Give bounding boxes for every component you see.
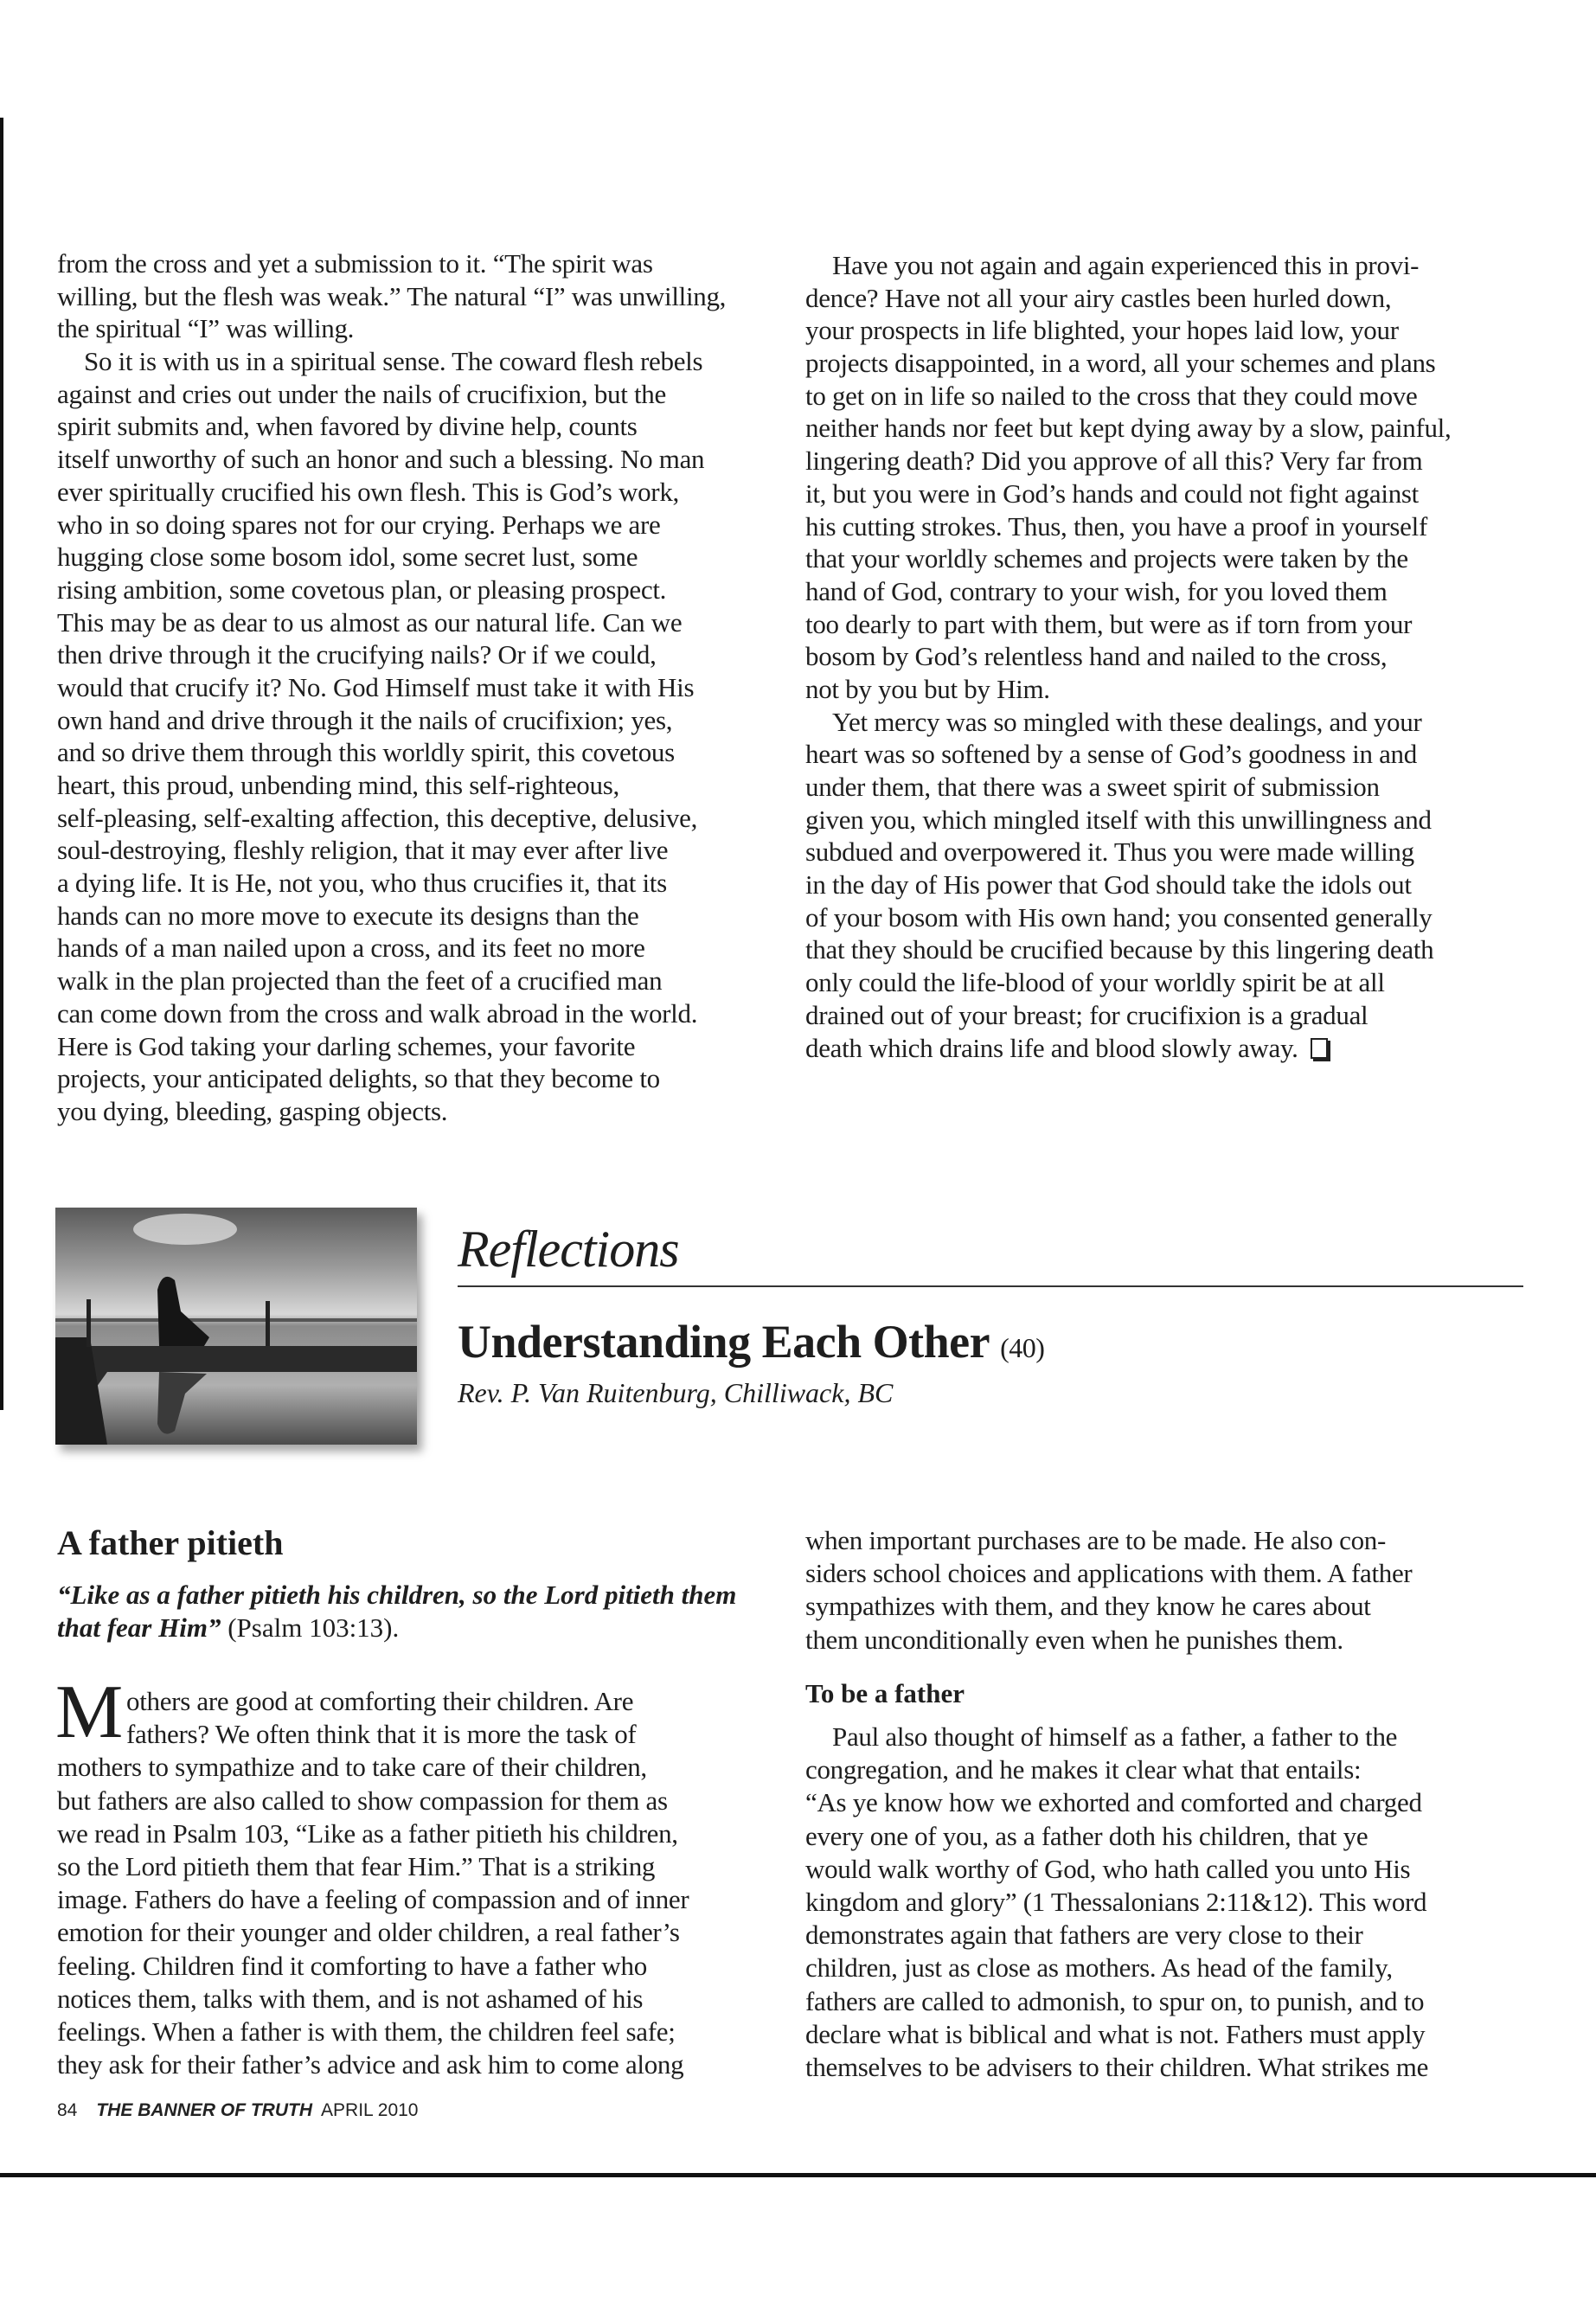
text-line: that your worldly schemes and projects were taken by the — [805, 543, 1408, 574]
text-line: projects, your anticipated delights, so that they become to — [57, 1063, 660, 1094]
text-line: can come down from the cross and walk abroad in the world. — [57, 997, 698, 1029]
column-top-right — [805, 249, 1549, 1064]
text-line: rising ambition, some covetous plan, or pleasing prospect. — [57, 574, 667, 605]
text-line: your prospects in life blighted, your hopes laid low, your — [805, 315, 1399, 346]
text-line: against and cries out under the nails of crucifixion, but the — [57, 378, 666, 409]
scripture-quote — [57, 1579, 775, 1644]
subheading-to-be-a-father: To be a father — [805, 1678, 965, 1708]
text-line: drained out of your breast; for crucifixion is a gradual — [805, 999, 1368, 1030]
text-line: in the day of His power that God should take the idols out — [805, 869, 1412, 901]
text-line: the spiritual “I” was willing. — [57, 313, 355, 344]
text-line: when important purchases are to be made. He also con- — [805, 1525, 1387, 1555]
text-line: congregation, and he makes it clear what that entails: — [805, 1754, 1362, 1785]
text-line: feeling. Children find it comforting to have a father who — [57, 1950, 647, 1981]
text-line: death which drains life and blood slowly away. — [805, 1032, 1549, 1065]
text-line: fathers? We often think that it is more the task of — [126, 1719, 637, 1750]
text-line: we read in Psalm 103, “Like as a father pitieth his children, — [57, 1817, 678, 1849]
article-title — [458, 1315, 1044, 1368]
text-line: but fathers are also called to show compassion for them as — [57, 1785, 668, 1816]
text-line: that they should be crucified because by this lingering death — [805, 934, 1434, 965]
text-line: image. Fathers do have a feeling of compassion and of inner — [57, 1884, 689, 1915]
text-line: heart was so softened by a sense of God’s goodness in and — [805, 739, 1417, 770]
column-bottom-right-bottom — [805, 1721, 1549, 2084]
text-line: not by you but by Him. — [805, 673, 1050, 704]
text-line: willing, but the flesh was weak.” The natural “I” was unwilling, — [57, 280, 727, 311]
text-line: heart, this proud, unbending mind, this self-righteous, — [57, 770, 619, 800]
text-line: from the cross and yet a submission to it. “The spirit was — [57, 248, 653, 279]
text-line: fathers are called to admonish, to spur on, to punish, and to — [805, 1985, 1425, 2016]
text-line: ever spiritually crucified his own flesh. This is God’s work, — [57, 476, 679, 507]
text-line: every one of you, as a father doth his children, that ye — [805, 1820, 1368, 1851]
article-author: Rev. P. Van Ruitenburg, Chilliwack, BC — [458, 1377, 894, 1408]
text-line: declare what is biblical and what is not. Fathers must apply — [805, 2018, 1426, 2049]
quote-reference: (Psalm 103:13). — [221, 1612, 400, 1643]
text-line: of your bosom with His own hand; you consented generally — [805, 901, 1433, 933]
publication-name: THE BANNER OF TRUTH — [96, 2100, 313, 2120]
text-line: dence? Have not all your airy castles been hurled down, — [805, 282, 1392, 313]
text-line: spirit submits and, when favored by divine help, counts — [57, 411, 638, 442]
text-line: kingdom and glory” (1 Thessalonians 2:11&12). This word — [805, 1886, 1427, 1917]
column-top-left — [57, 247, 801, 1128]
page-footer — [57, 2100, 418, 2121]
text-line: then drive through it the crucifying nails? Or if we could, — [57, 639, 657, 670]
page-edge-bar — [0, 118, 3, 1410]
text-line: sympathizes with them, and they know he cares about — [805, 1591, 1371, 1622]
reflections-photo — [55, 1208, 417, 1445]
article-title-text: Understanding Each Other — [458, 1316, 990, 1368]
text-line: only could the life-blood of your worldly spirit be at all — [805, 967, 1385, 998]
text-line: who in so doing spares not for our crying. Perhaps we are — [57, 509, 661, 540]
text-line: self-pleasing, self-exalting affection, this deceptive, delusive, — [57, 802, 698, 833]
text-line: own hand and drive through it the nails of crucifixion; yes, — [57, 704, 673, 735]
text-line: bosom by God’s relentless hand and nailed to the cross, — [805, 641, 1388, 672]
text-line: emotion for their younger and older children, a real father’s — [57, 1917, 680, 1948]
text-line: children, just as close as mothers. As head of the family, — [805, 1952, 1393, 1984]
text-line: So it is with us in a spiritual sense. The coward flesh rebels — [84, 346, 703, 377]
text-line: would walk worthy of God, who hath called you unto His — [805, 1853, 1411, 1884]
text-line: a dying life. It is He, not you, who thus crucifies it, that its — [57, 868, 667, 899]
text-line: would that crucify it? No. God Himself must take it with His — [57, 671, 695, 702]
text-line: it, but you were in God’s hands and could not fight against — [805, 478, 1419, 509]
section-label: Reflections — [458, 1221, 679, 1278]
text-line: notices them, talks with them, and is not ashamed of his — [57, 1983, 644, 2014]
text-line: to get on in life so nailed to the cross that they could move — [805, 380, 1418, 411]
page-bottom-rule — [0, 2173, 1596, 2177]
subheading-a-father-pitieth: A father pitieth — [57, 1523, 284, 1562]
text-line: neither hands nor feet but kept dying away by a slow, painful, — [805, 413, 1452, 444]
section-rule — [458, 1285, 1523, 1287]
text-line: demonstrates again that fathers are very close to their — [805, 1920, 1363, 1951]
text-line: them unconditionally even when he punishes them. — [805, 1624, 1343, 1655]
text-line: hands can no more move to execute its designs than the — [57, 900, 639, 931]
text-line: Have you not again and again experienced this in provi- — [832, 250, 1420, 280]
text-line: under them, that there was a sweet spirit of submission — [805, 772, 1380, 802]
issue-date: APRIL 2010 — [321, 2100, 419, 2120]
article-number: (40) — [1000, 1332, 1045, 1363]
text-line: you dying, bleeding, gasping objects. — [57, 1095, 448, 1126]
text-line: Paul also thought of himself as a father, a father to the — [832, 1721, 1398, 1752]
text-line: lingering death? Did you approve of all this? Very far from — [805, 445, 1423, 477]
text-line: itself unworthy of such an honor and such a blessing. No man — [57, 444, 705, 475]
text-line: his cutting strokes. Thus, then, you have a proof in yourself — [805, 510, 1427, 542]
text-line: hands of a man nailed upon a cross, and its feet no more — [57, 933, 645, 964]
text-line: walk in the plan projected than the feet of a crucified man — [57, 965, 663, 997]
text-line: This may be as dear to us almost as our natural life. Can we — [57, 606, 683, 638]
text-line: hugging close some bosom idol, some secret lust, some — [57, 542, 638, 573]
page-number: 84 — [57, 2100, 78, 2120]
column-bottom-right-top — [805, 1524, 1549, 1657]
text-line: soul-destroying, fleshly religion, that it may ever after live — [57, 835, 669, 866]
text-line: and so drive them through this worldly spirit, this covetous — [57, 737, 675, 768]
text-line: so the Lord pitieth them that fear Him.” That is a striking — [57, 1850, 656, 1881]
text-line: given you, which mingled itself with this unwillingness and — [805, 804, 1432, 835]
text-line: others are good at comforting their children. Are — [126, 1686, 634, 1716]
text-line: projects disappointed, in a word, all your schemes and plans — [805, 348, 1436, 379]
text-line: Here is God taking your darling schemes, your favorite — [57, 1030, 636, 1061]
end-of-article-icon — [1311, 1038, 1328, 1059]
text-line: hand of God, contrary to your wish, for you loved them — [805, 575, 1388, 606]
text-line: Yet mercy was so mingled with these dealings, and your — [832, 706, 1422, 737]
text-line: mothers to sympathize and to take care of their children, — [57, 1752, 647, 1783]
text-line: they ask for their father’s advice and ask him to come along — [57, 2049, 684, 2080]
column-bottom-left — [57, 1685, 801, 2081]
text-line: “As ye know how we exhorted and comforted and charged — [805, 1787, 1422, 1818]
text-line: themselves to be advisers to their children. What strikes me — [805, 2051, 1429, 2082]
quote-text: “Like as a father pitieth his children, so the Lord pitieth them that fear Him” — [57, 1580, 737, 1643]
text-line: feelings. When a father is with them, the children feel safe; — [57, 2016, 676, 2047]
drop-cap: M — [55, 1670, 124, 1754]
text-line: siders school choices and applications with them. A father — [805, 1558, 1413, 1589]
text-line: subdued and overpowered it. Thus you were made willing — [805, 836, 1414, 868]
text-line: too dearly to part with them, but were as if torn from your — [805, 608, 1413, 639]
